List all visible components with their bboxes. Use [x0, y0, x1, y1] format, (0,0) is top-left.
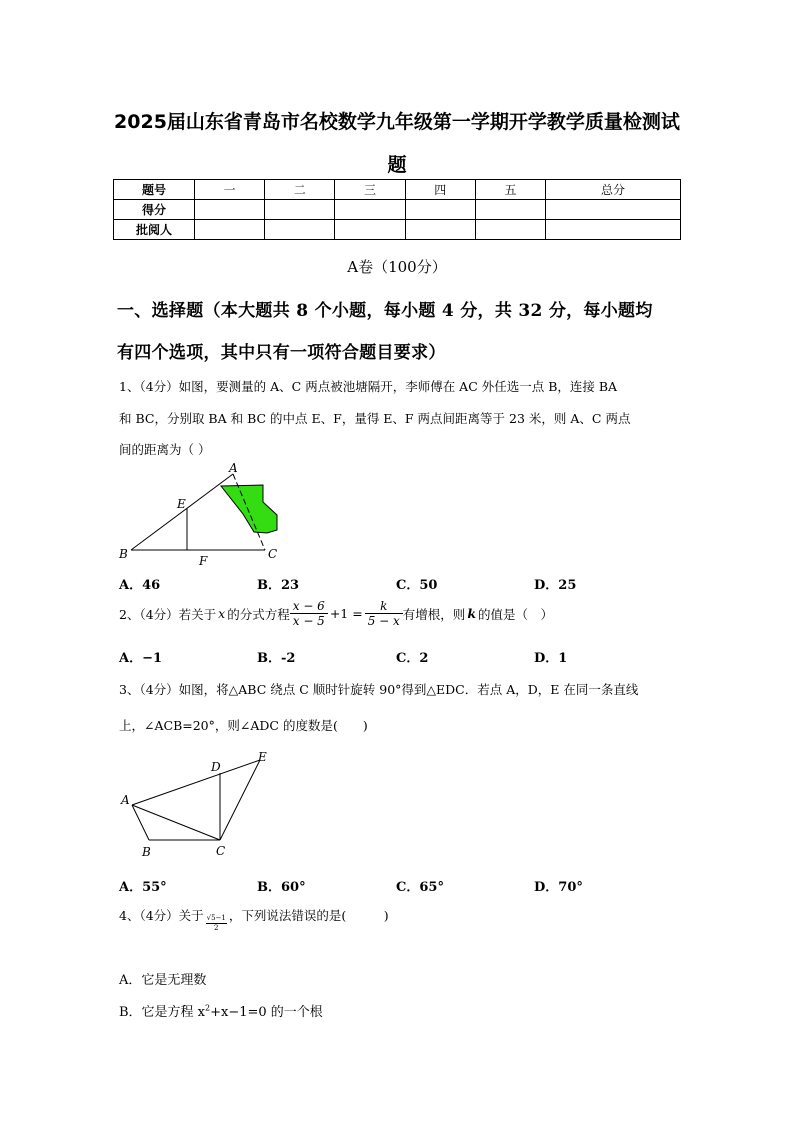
option-b-prefix: B．它是方程 x	[119, 1005, 206, 1020]
fraction-2-denominator: 5 − x	[367, 614, 400, 628]
question-3-text: 3、（4分）如图，将△ABC 绕点 C 顺时针旋转 90°得到△EDC．若点 A，D，E 在同一条直线	[119, 682, 639, 697]
table-cell: 五	[475, 180, 545, 200]
label-e: E	[177, 497, 186, 511]
option-d: D．70°	[534, 880, 583, 895]
fraction-1	[290, 599, 328, 628]
pond-shape	[221, 485, 277, 533]
table-cell: 四	[405, 180, 475, 200]
line-ac	[132, 805, 220, 840]
label-a: A	[229, 461, 238, 475]
score-table	[113, 179, 681, 240]
fraction-sqrt5	[206, 914, 227, 933]
label-c: C	[268, 547, 278, 561]
plus-one: +1 =	[329, 606, 363, 621]
table-cell: 二	[265, 180, 335, 200]
table-cell	[265, 200, 335, 220]
question-2-suffix: 的值是（ ）	[477, 606, 553, 622]
question-4-prefix: 4、（4分）关于	[119, 908, 204, 923]
table-cell: 批阅人	[114, 220, 195, 240]
label-a: A	[121, 793, 130, 807]
option-a: A．−1	[119, 651, 163, 666]
fraction-2	[365, 599, 403, 628]
question-1-text: 和 BC，分别取 BA 和 BC 的中点 E、F，量得 E、F 两点间距离等于 23 米，则 A、C 两点	[119, 411, 631, 426]
table-row	[114, 180, 681, 200]
line-ba	[131, 474, 233, 550]
table-cell: 题号	[114, 180, 195, 200]
option-b-suffix: +x−1=0 的一个根	[210, 1005, 323, 1020]
question-4-suffix: ，下列说法错误的是( )	[228, 908, 389, 923]
option-d: D．25	[534, 578, 577, 593]
question-2-suffix: 有增根，则	[402, 606, 466, 622]
table-cell	[195, 200, 265, 220]
table-cell: 三	[335, 180, 405, 200]
table-cell	[195, 220, 265, 240]
label-e: E	[258, 750, 267, 764]
table-cell: 总分	[546, 180, 681, 200]
table-cell: 一	[195, 180, 265, 200]
question-3-text: 上，∠ACB=20°，则∠ADC 的度数是( )	[119, 718, 368, 733]
table-cell	[405, 200, 475, 220]
table-cell	[546, 200, 681, 220]
table-cell	[265, 220, 335, 240]
option-b: B．23	[257, 578, 300, 593]
exponent: 2	[205, 1003, 211, 1013]
table-row	[114, 220, 681, 240]
fraction-1-denominator: x − 5	[292, 614, 325, 628]
question-1-text: 1、（4分）如图，要测量的 A、C 两点被池塘隔开，李师傅在 AC 外任选一点 B，连接 BA	[119, 379, 618, 394]
section-heading: 一、选择题（本大题共 8 个小题，每小题 4 分，共 32 分，每小题均	[117, 301, 653, 321]
table-cell	[335, 200, 405, 220]
page-title: 2025届山东省青岛市名校数学九年级第一学期开学教学质量检测试	[114, 111, 680, 133]
table-cell	[546, 220, 681, 240]
table-cell	[405, 220, 475, 240]
label-c: C	[216, 844, 226, 858]
table-cell	[335, 220, 405, 240]
variable-x: x	[218, 606, 226, 621]
option-b	[119, 1001, 323, 1020]
fraction-1-numerator: x − 6	[290, 599, 328, 614]
option-c: C．50	[396, 578, 438, 593]
option-d: D．1	[534, 651, 568, 666]
question-4-text	[119, 906, 389, 933]
volume-heading: A卷（100分）	[347, 258, 447, 276]
page-title-continued: 题	[387, 154, 407, 176]
label-b: B	[142, 845, 151, 859]
question-2-text	[119, 599, 553, 628]
fraction-denominator: 2	[214, 924, 219, 932]
fraction-numerator: √5−1	[206, 914, 226, 922]
table-cell	[475, 200, 545, 220]
label-b: B	[119, 547, 128, 561]
question-1-figure	[110, 460, 290, 570]
fraction-2-numerator: k	[365, 599, 403, 614]
option-a: A．55°	[119, 880, 167, 895]
question-2-mid: 的分式方程	[227, 606, 290, 622]
option-a: A．它是无理数	[119, 973, 207, 988]
variable-k: k	[467, 606, 476, 621]
question-1-text: 间的距离为（ ）	[119, 442, 211, 457]
option-b: B．60°	[257, 880, 306, 895]
option-a: A．46	[119, 578, 161, 593]
question-2-prefix: 2、（4分）若关于	[119, 606, 217, 622]
table-cell: 得分	[114, 200, 195, 220]
table-cell	[475, 220, 545, 240]
label-d: D	[211, 760, 221, 774]
question-3-figure	[115, 745, 285, 865]
label-f: F	[199, 554, 208, 568]
table-row	[114, 200, 681, 220]
option-c: C．2	[396, 651, 429, 666]
section-heading-continued: 有四个选项，其中只有一项符合题目要求）	[117, 343, 446, 363]
option-c: C．65°	[396, 880, 444, 895]
option-b: B．-2	[257, 651, 296, 666]
